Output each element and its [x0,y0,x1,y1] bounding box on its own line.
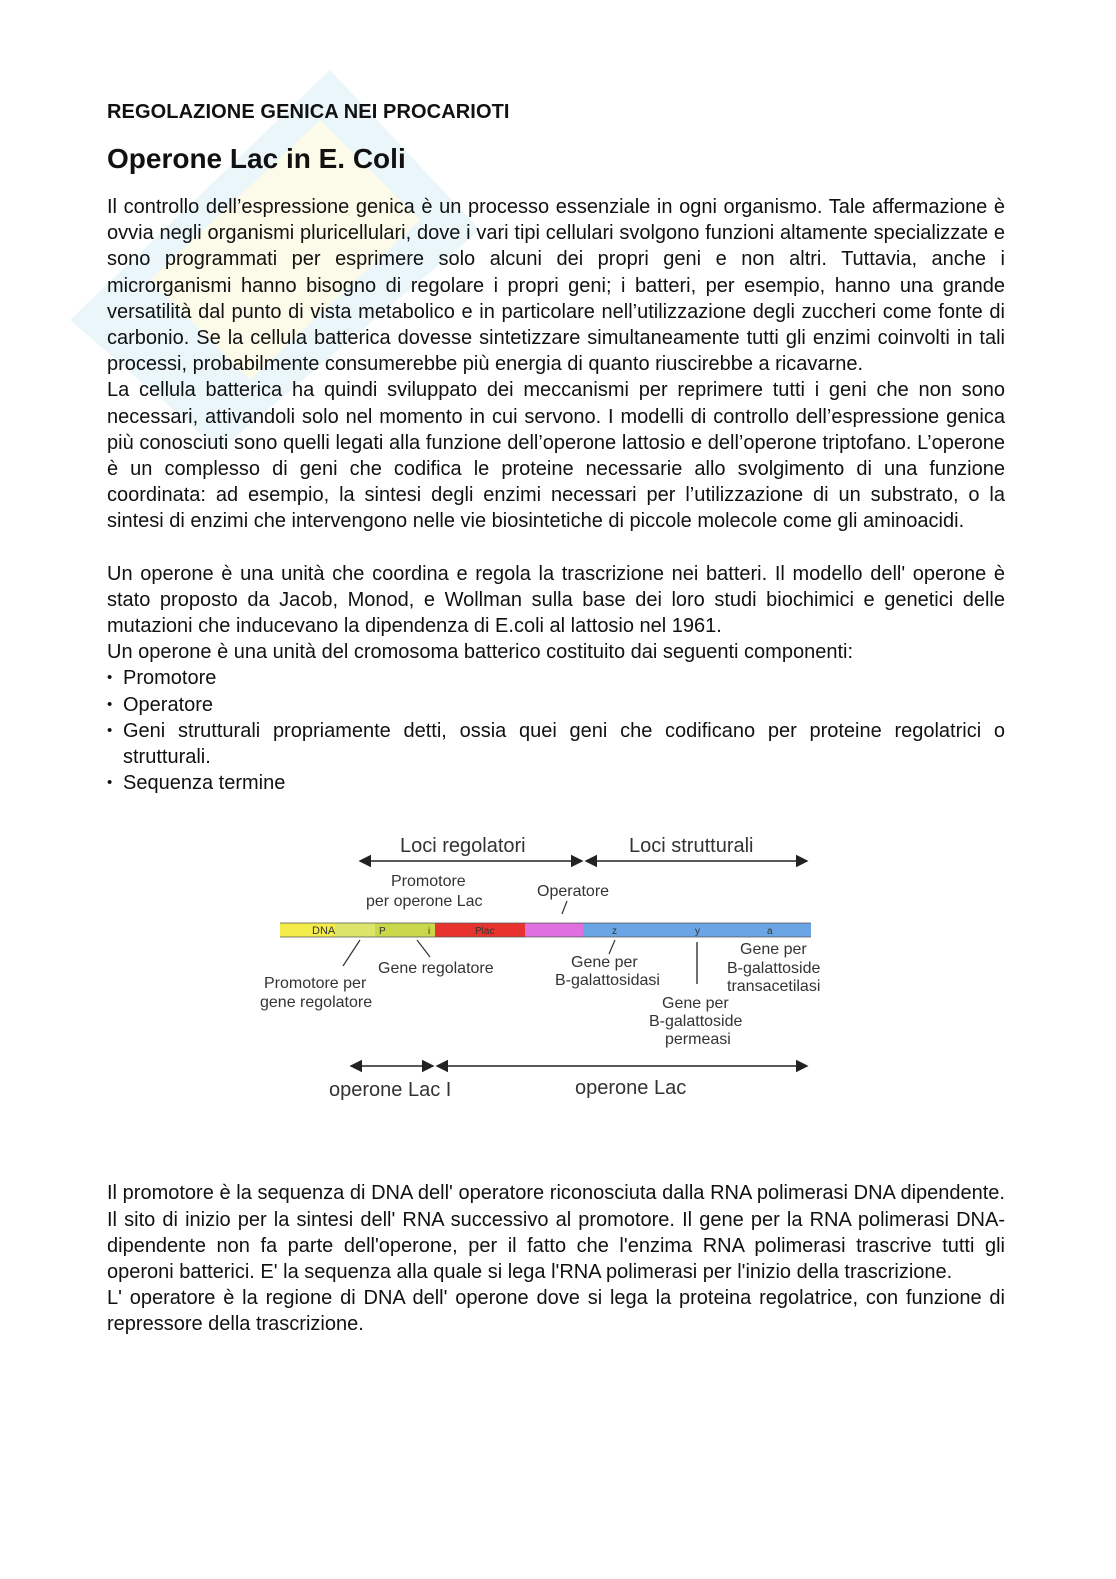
document-heading: REGOLAZIONE GENICA NEI PROCARIOTI [107,101,510,123]
permeasi-label-line2: B-galattoside [649,1013,743,1031]
paragraph-intro-2: La cellula batterica ha quindi sviluppato dei meccanismi per reprimere tutti i geni che non sono necessari, attivandoli solo nel momento in cui servono. I modelli di controllo dell’espressione genica più conosciuti sono quelli legati alla funzione dell’operone lattosio e dell’operone triptofano. L’operone è un complesso di geni che codifica le proteine necessarie allo svolgimento di una funzione coordinata: ad esempio, la sintesi degli enzimi necessari per l’utilizzazione di un substrato, o la sintesi di enzimi che intervengono nelle vie biosintetiche di piccole molecole come gli aminoacidi. [107,379,1005,533]
paragraph-intro-1: Il controllo dell’espressione genica è un processo essenziale in ogni organismo. Tale affermazione è ovvia negli organismi pluricellulari, dove i vari tipi cellulari svolgono funzioni altamente specializzate e sono programmati per esprimere solo alcuni dei propri geni e non altri. Tuttavia, anche i microrganismi hanno bisogno di regolare i propri geni; i batteri, per esempio, hanno una grande versatilità dal punto di vista metabolico e in particolare nell’utilizzazione degli zuccheri come fonte di carbonio. Se la cellula batterica dovesse sintetizzare simultaneamente tutti gli enzimi coinvolti in tali processi, probabilmente consumerebbe più energia di quanto riuscirebbe a ricavarne. [107,196,1005,376]
gene-regolatore-pointer [417,940,430,957]
promotore-gene-label-line1: Promotore per [264,975,367,993]
promotore-lac-label-line1: Promotore [391,873,466,891]
seg-y-label: y [695,926,700,938]
seg-a-label: a [767,926,773,938]
promotore-gene-pointer [343,940,360,966]
paragraph-operone-1: Un operone è una unità che coordina e regola la trascrizione nei batteri. Il modello dell' operone è stato proposto da Jacob, Monod, e Wollman sulla base dei loro studi biochimici e genetici delle mutazioni che inducevano la dipendenza di E.coli al lattosio nel 1961. [107,562,1005,638]
galattosidasi-pointer [609,940,615,954]
operon-diagram-svg [107,818,1005,1148]
promotore-gene-label-line2: gene regolatore [260,994,373,1012]
gene-regolatore-label: Gene regolatore [378,960,494,978]
transacetilasi-label-line3: transacetilasi [727,978,821,996]
transacetilasi-label-line1: Gene per [740,941,807,959]
paragraph-operone-2: Un operone è una unità del cromosoma batterico costituito dai seguenti componenti: [107,641,854,664]
seg-p-label: P [379,926,386,938]
operatore-pointer [562,901,567,914]
permeasi-label-line1: Gene per [662,995,729,1013]
operon-diagram [107,818,1005,1148]
operator-segment [525,923,583,937]
loci-regolatori-label: Loci regolatori [400,835,526,858]
operatore-label: Operatore [537,883,610,901]
dna-label: DNA [312,925,336,938]
seg-plac-label: Plac [475,926,495,938]
list-item: • Sequenza termine [107,770,1005,796]
list-item: • Operatore [107,692,1005,718]
document-content [107,100,1005,1338]
document-subheading: Operone Lac in E. Coli [107,143,406,174]
galattosidasi-label-line2: B-galattosidasi [555,972,660,990]
operone-lac-label: operone Lac [575,1077,687,1100]
seg-i-label: i [428,926,431,938]
list-item: • Geni strutturali propriamente detti, ossia quei geni che codificano per proteine regolatrici o strutturali. [107,718,1005,770]
promoter-p-segment [335,923,375,937]
components-list [107,665,1005,796]
loci-strutturali-label: Loci strutturali [629,835,754,858]
operone-lac-i-label: operone Lac I [329,1079,452,1102]
permeasi-label-line3: permeasi [665,1031,731,1049]
promotore-lac-label-line2: per operone Lac [366,893,483,911]
paragraph-promotore: Il promotore è la sequenza di DNA dell' operatore riconosciuta dalla RNA polimerasi DNA dipendente. Il sito di inizio per la sintesi dell' RNA successivo al promotore. Il gene per la RNA polimerasi DNA-dipendente non fa parte dell'operone, per il fatto che l'enzima RNA polimerasi trascrive tutti gli operoni batterici. E' la sequenza alla quale si lega l'RNA polimerasi per l'inizio della trascrizione. [107,1182,1005,1284]
seg-z-label: z [612,926,617,938]
transacetilasi-label-line2: B-galattoside [727,960,821,978]
paragraph-operatore: L' operatore è la regione di DNA dell' operone dove si lega la proteina regolatrice, con funzione di repressore della trascrizione. [107,1287,1005,1336]
list-item: • Promotore [107,665,1005,691]
galattosidasi-label-line1: Gene per [571,954,638,972]
